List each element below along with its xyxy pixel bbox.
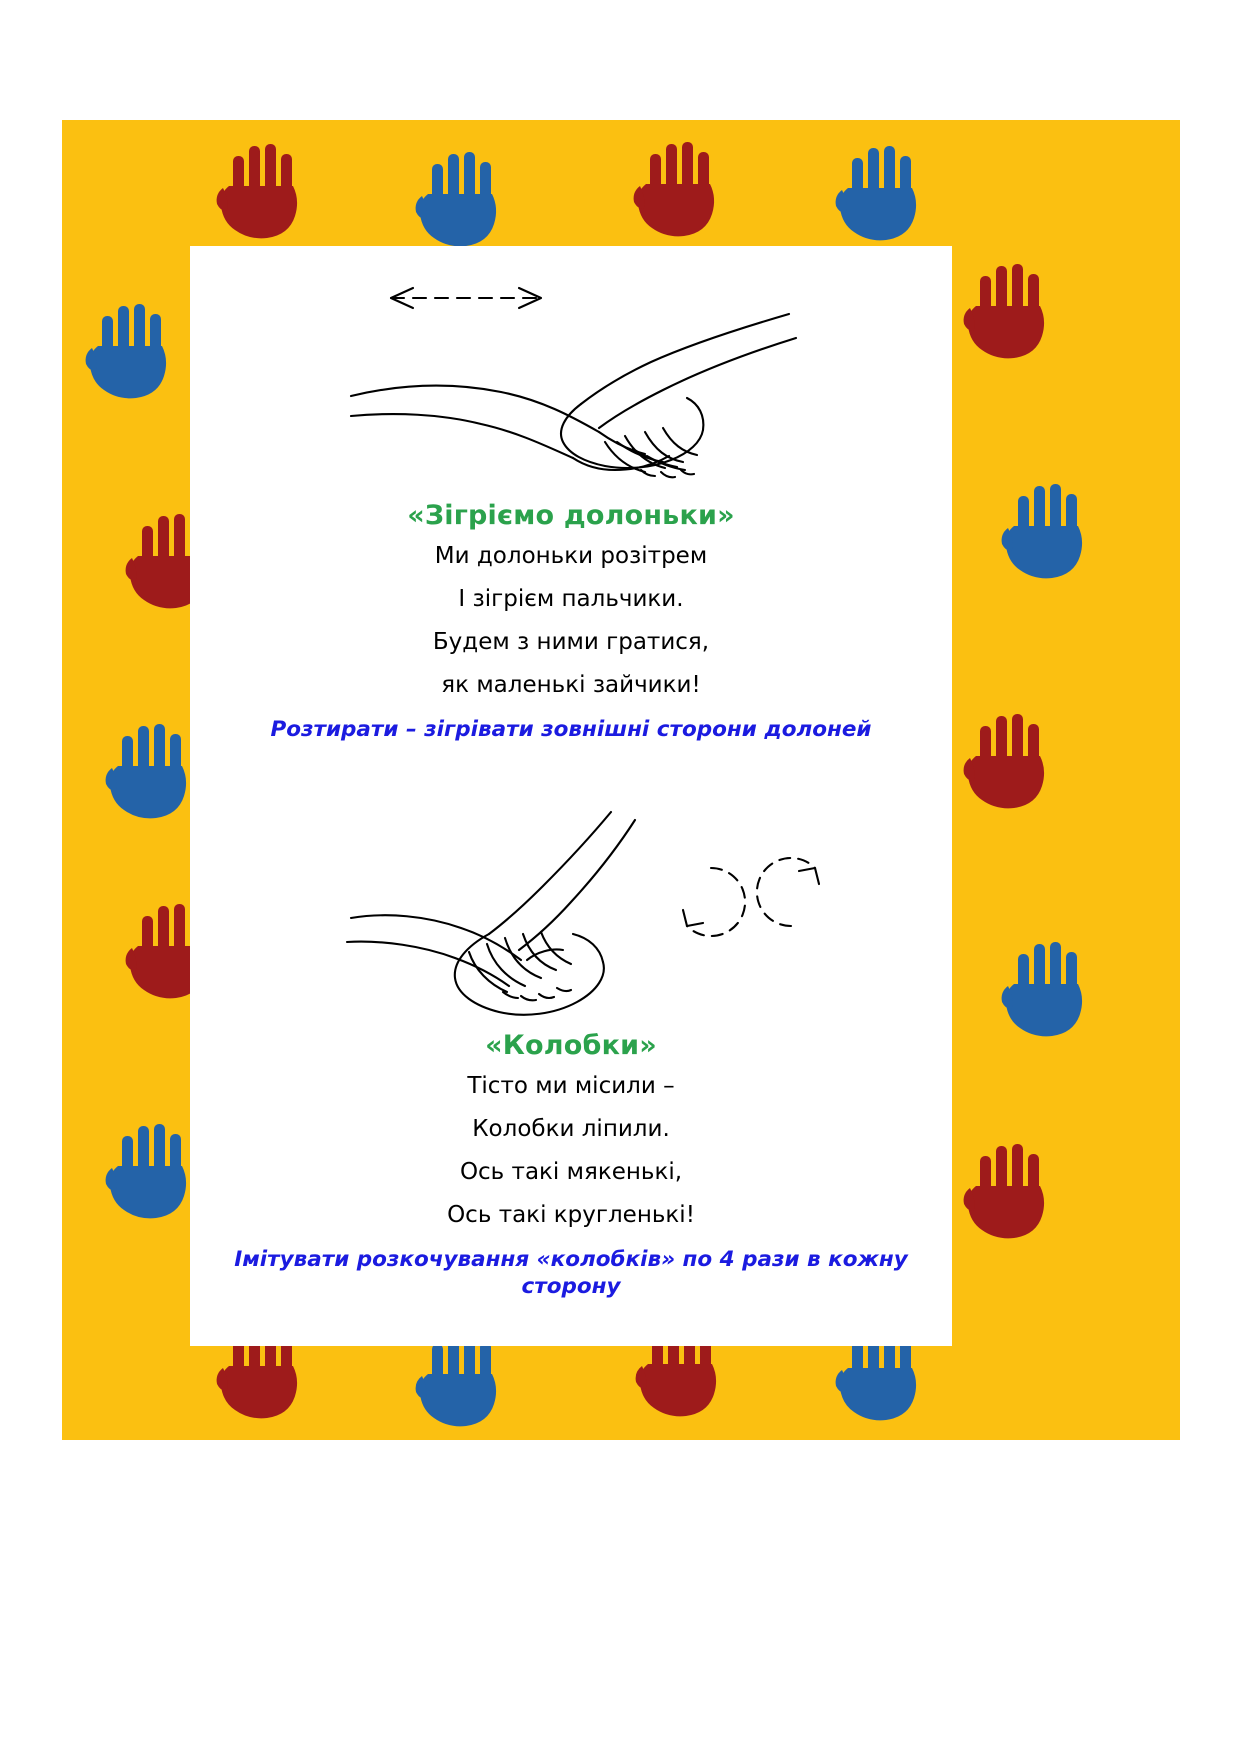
verse-line: І зігрієм пальчики. [458, 586, 684, 612]
two-hands-rubbing-illustration [341, 266, 801, 496]
handprint-icon [215, 140, 307, 250]
handprint-icon [84, 300, 176, 410]
handprint-icon [632, 138, 724, 248]
exercise-section [190, 806, 952, 1301]
verse-line: Ми долоньки розітрем [434, 543, 708, 569]
instruction-note: Розтирати – зігрівати зовнішні сторони долоней [270, 717, 872, 742]
verse-line: Колобки ліпили. [472, 1116, 670, 1142]
handprint-icon [834, 142, 926, 252]
section-title: «Зігріємо долоньки» [407, 500, 735, 531]
instruction-note: Імітувати розкочування «колобків» по 4 рази в кожну сторону [234, 1247, 908, 1299]
verse-line: Ось такі кругленькі! [447, 1202, 695, 1228]
section-title: «Колобки» [485, 1030, 657, 1061]
handprint-icon [1000, 480, 1092, 590]
content-sheet [190, 246, 952, 1346]
handprint-icon [414, 148, 506, 258]
handprint-icon [962, 710, 1054, 820]
verse-line: Тісто ми місили – [467, 1073, 675, 1099]
exercise-section [190, 266, 952, 744]
verse-line: Будем з ними гратися, [432, 629, 710, 655]
handprint-icon [962, 260, 1054, 370]
handprint-icon [104, 720, 196, 830]
handprint-icon [1000, 938, 1092, 1048]
hands-rolling-dough-illustration [291, 806, 851, 1026]
verse-line: Ось такі мякенькі, [459, 1159, 683, 1185]
handprint-icon [962, 1140, 1054, 1250]
verse-line: як маленькі зайчики! [441, 672, 701, 698]
handprint-icon [104, 1120, 196, 1230]
